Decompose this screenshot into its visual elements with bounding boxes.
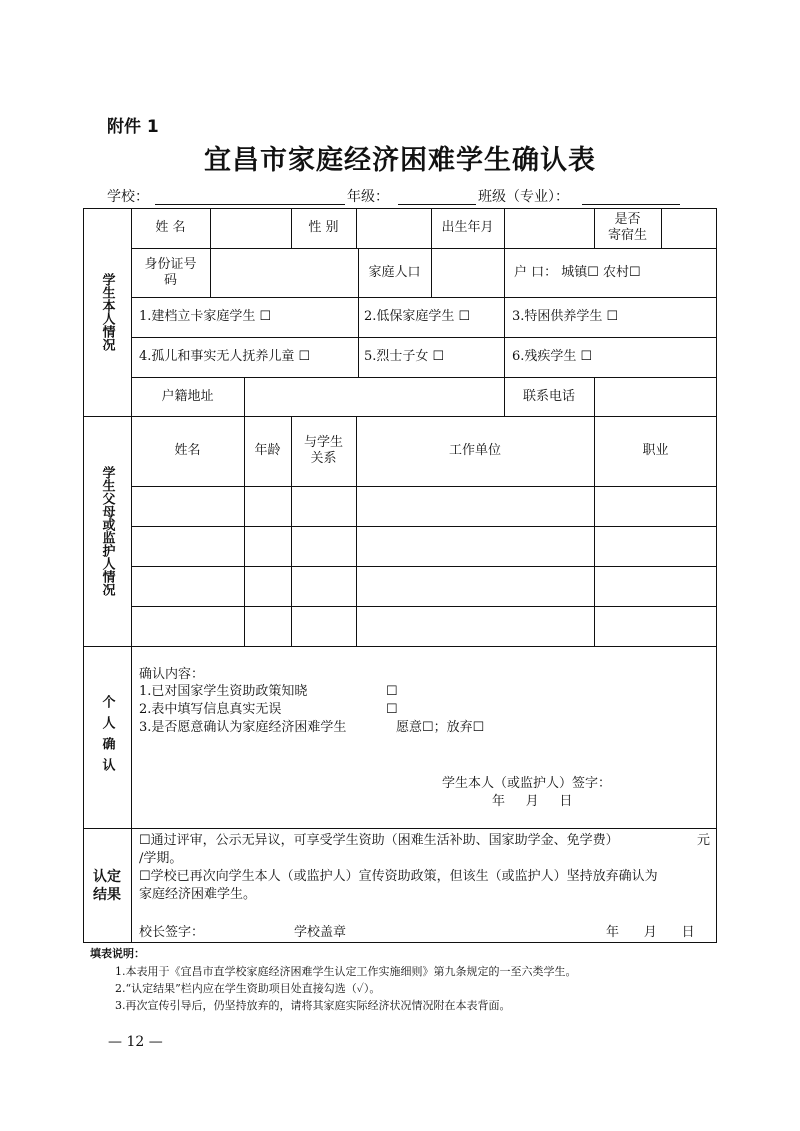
note-2: 2.“认定结果”栏内应在学生资助项目处直接勾选（✓）。 xyxy=(115,982,381,995)
hukou-option[interactable]: 户 口： 城镇☐ 农村☐ xyxy=(514,264,641,280)
principal-signature-label: 校长签字： xyxy=(139,925,205,940)
confirm-title: 确认内容： xyxy=(139,667,205,682)
result-amount-unit: 元 xyxy=(697,833,711,848)
result-line-4: 家庭经济困难学生。 xyxy=(139,887,257,902)
result-section-label: 认定结果 xyxy=(93,868,121,903)
confirm-item-3: 3.是否愿意确认为家庭经济困难学生 xyxy=(139,720,347,735)
guardian-age-header: 年龄 xyxy=(254,443,281,458)
result-line-2: /学期。 xyxy=(139,851,183,866)
class-field[interactable] xyxy=(582,204,680,205)
page-title: 宜昌市家庭经济困难学生确认表 xyxy=(204,145,596,176)
grade-label: 年级： xyxy=(347,189,389,205)
category-4-checkbox[interactable]: 4.孤儿和事实无人抚养儿童 ☐ xyxy=(139,349,311,364)
guardian-name-header: 姓名 xyxy=(174,443,201,458)
id-number-label: 身份证号 码 xyxy=(144,256,197,288)
notes-title: 填表说明： xyxy=(90,947,145,960)
note-3: 3.再次宣传引导后，仍坚持放弃的，请将其家庭实际经济状况情况附在本表背面。 xyxy=(115,999,511,1012)
divider xyxy=(83,828,717,829)
page-number: — 12 — xyxy=(108,1034,163,1050)
phone-label: 联系电话 xyxy=(522,388,575,404)
address-field[interactable] xyxy=(244,377,504,416)
guardian-section-label: 学生父母或监护人情况 xyxy=(99,466,115,596)
category-6-checkbox[interactable]: 6.残疾学生 ☐ xyxy=(512,349,593,364)
id-number-field[interactable] xyxy=(210,248,358,297)
divider xyxy=(131,208,132,828)
school-field[interactable] xyxy=(155,204,345,205)
confirm-item-1-checkbox[interactable]: ☐ xyxy=(386,684,398,699)
category-3-checkbox[interactable]: 3.特困供养学生 ☐ xyxy=(512,309,619,324)
confirm-item-2-checkbox[interactable]: ☐ xyxy=(386,702,398,717)
boarding-label: 是否 寄宿生 xyxy=(607,212,647,243)
confirm-item-1: 1.已对国家学生资助政策知晓 xyxy=(139,684,308,699)
category-5-checkbox[interactable]: 5.烈士子女 ☐ xyxy=(364,349,445,364)
guardian-occupation-header: 职业 xyxy=(642,443,669,458)
category-1-checkbox[interactable]: 1.建档立卡家庭学生 ☐ xyxy=(139,309,272,324)
birth-label: 出生年月 xyxy=(441,220,494,235)
name-label: 姓 名 xyxy=(155,220,186,235)
confirm-item-2: 2.表中填写信息真实无误 xyxy=(139,702,282,717)
divider xyxy=(83,646,717,647)
family-size-field[interactable] xyxy=(431,248,504,297)
signature-label: 学生本人（或监护人）签字： xyxy=(442,776,612,791)
school-label: 学校： xyxy=(107,189,149,205)
name-field[interactable] xyxy=(210,208,291,248)
address-label: 户籍地址 xyxy=(161,388,214,404)
gender-label: 性 别 xyxy=(308,220,339,235)
class-label: 班级（专业）： xyxy=(478,189,569,205)
result-waive-option[interactable]: ☐学校已再次向学生本人（或监护人）宣传资助政策，但该生（或监护人）坚持放弃确认为 xyxy=(139,869,658,884)
divider xyxy=(131,828,132,943)
result-date: 年 月 日 xyxy=(606,925,695,940)
phone-field[interactable] xyxy=(594,377,717,416)
attachment-label: 附件 1 xyxy=(107,117,159,137)
guardian-employer-header: 工作单位 xyxy=(448,443,501,458)
birth-field[interactable] xyxy=(504,208,594,248)
confirm-date: 年 月 日 xyxy=(492,794,573,809)
confirm-item-3-choice[interactable]: 愿意☐；放弃☐ xyxy=(396,720,485,735)
student-section-label: 学生本人情况 xyxy=(99,273,115,351)
school-seal-label: 学校盖章 xyxy=(294,925,347,940)
boarding-field[interactable] xyxy=(661,208,717,248)
category-2-checkbox[interactable]: 2.低保家庭学生 ☐ xyxy=(364,309,471,324)
guardian-relation-header: 与学生 关系 xyxy=(303,435,343,466)
result-approve-option[interactable]: ☐通过评审，公示无异议，可享受学生资助（困难生活补助、国家助学金、免学费） xyxy=(139,833,619,848)
gender-field[interactable] xyxy=(356,208,431,248)
note-1: 1.本表用于《宜昌市直学校家庭经济困难学生认定工作实施细则》第九条规定的一至六类学生。 xyxy=(115,965,577,978)
confirm-section-label: 个人确认 xyxy=(99,695,115,779)
family-size-label: 家庭人口 xyxy=(368,264,421,280)
grade-field[interactable] xyxy=(398,204,476,205)
